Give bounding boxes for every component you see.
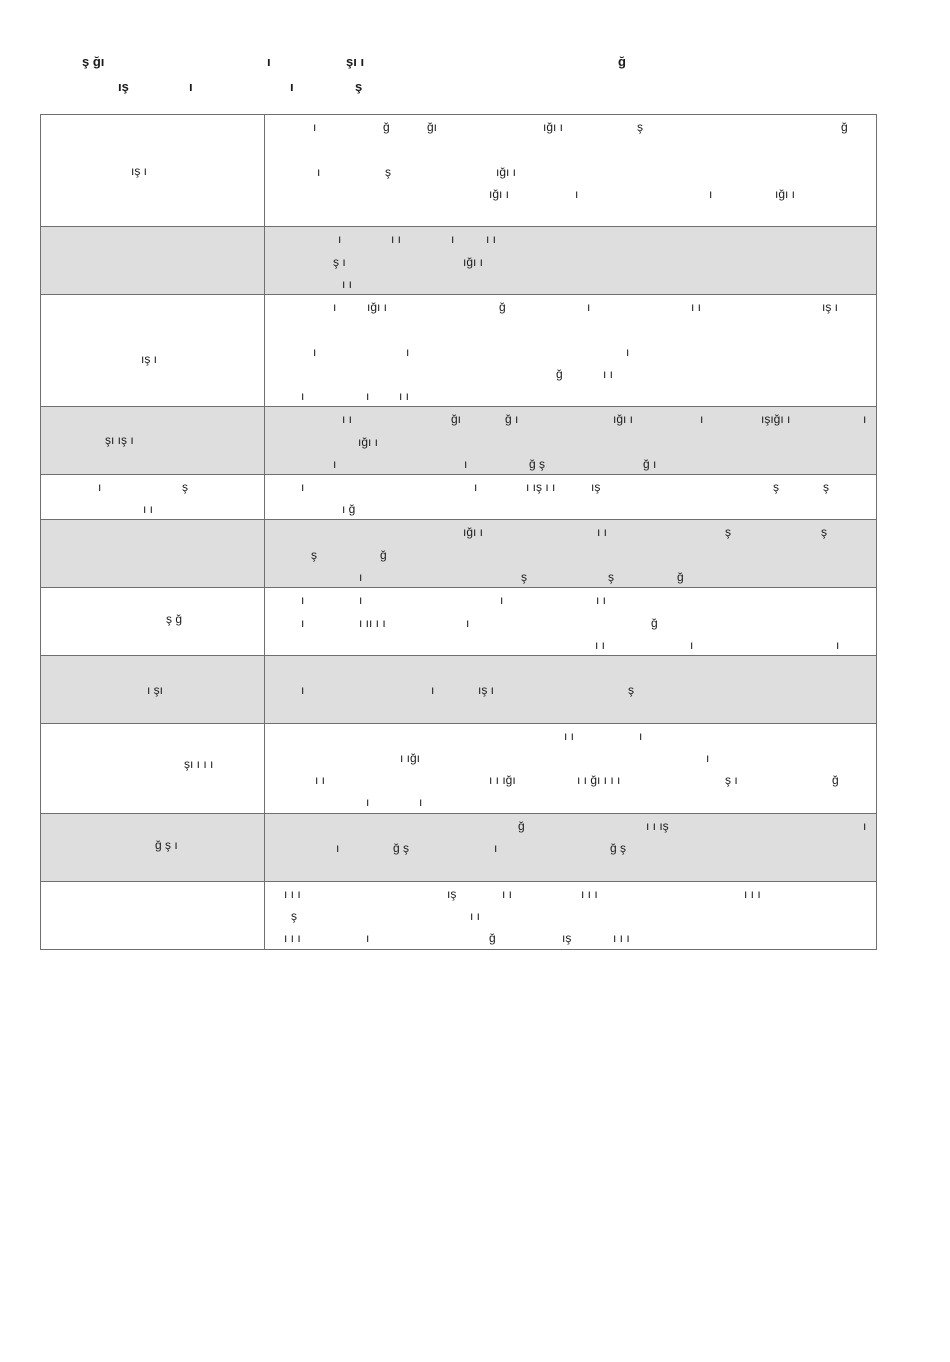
cell-text: ı ı: [399, 389, 410, 403]
row-content-cell: [265, 656, 877, 724]
cell-text: ı: [301, 683, 305, 697]
cell-text: ı ı: [470, 909, 481, 923]
cell-text: ığı ı: [489, 187, 510, 201]
content-table: [40, 114, 877, 950]
cell-text: ı ı: [315, 773, 326, 787]
table-row: [41, 475, 877, 520]
cell-text: ı: [406, 345, 410, 359]
cell-text: ı ı: [596, 593, 607, 607]
row-label-cell: [41, 115, 265, 227]
cell-text: ı: [366, 795, 370, 809]
cell-text: ş ğ: [166, 612, 183, 626]
row-content-cell: [265, 407, 877, 475]
row-label-cell: [41, 227, 265, 295]
cell-text: ğ: [651, 616, 658, 630]
table-row: [41, 295, 877, 407]
cell-text: ı: [863, 819, 867, 833]
cell-text: ı ı ı: [284, 887, 301, 901]
cell-text: ığı ı: [775, 187, 796, 201]
cell-text: ı ı: [502, 887, 513, 901]
cell-text: ı ı ı: [581, 887, 598, 901]
cell-text: ı: [333, 300, 337, 314]
cell-text: ğ: [832, 773, 839, 787]
cell-text: ş ı: [333, 255, 346, 269]
cell-text: ışığı ı: [761, 412, 791, 426]
cell-text: ı: [317, 165, 321, 179]
row-content-cell: [265, 295, 877, 407]
cell-text: ı: [639, 729, 643, 743]
cell-text: ı: [359, 570, 363, 584]
cell-text: ı: [98, 480, 102, 494]
cell-text: ğ ş ı: [155, 838, 178, 852]
cell-text: ı ı: [595, 638, 606, 652]
cell-text: ı: [500, 593, 504, 607]
row-label-cell: [41, 588, 265, 656]
cell-text: ış ı: [141, 352, 158, 366]
cell-text: ığı ı: [358, 435, 379, 449]
cell-text: şı ı ı ı: [184, 757, 214, 771]
cell-text: ı ı ı: [284, 931, 301, 945]
cell-text: ış ı: [822, 300, 839, 314]
row-content-cell: [265, 227, 877, 295]
title-fragment: şı ı: [346, 54, 365, 69]
title-fragment: ğ: [618, 54, 626, 69]
cell-text: ı: [301, 616, 305, 630]
table-row: [41, 115, 877, 227]
cell-text: ış: [447, 887, 457, 901]
cell-text: ı: [466, 616, 470, 630]
cell-text: ı: [301, 593, 305, 607]
cell-text: ğ: [556, 367, 563, 381]
cell-text: ğ ş: [529, 457, 546, 471]
cell-text: ı ı ış: [646, 819, 669, 833]
cell-text: ğı: [427, 120, 438, 134]
cell-text: ş: [521, 570, 527, 584]
cell-text: ı ı: [143, 502, 154, 516]
cell-text: ı: [451, 232, 455, 246]
cell-text: ğ: [841, 120, 848, 134]
cell-text: ış ı: [478, 683, 495, 697]
table-row: [41, 407, 877, 475]
cell-text: şı ış ı: [105, 433, 134, 447]
cell-text: ğ: [489, 931, 496, 945]
cell-text: ş: [385, 165, 391, 179]
title-fragment: ış: [118, 79, 129, 94]
table-row: [41, 227, 877, 295]
cell-text: ığı ı: [543, 120, 564, 134]
table-row: [41, 588, 877, 656]
row-label-cell: [41, 475, 265, 520]
cell-text: ığı ı: [463, 255, 484, 269]
cell-text: ş: [773, 480, 779, 494]
cell-text: ı: [301, 389, 305, 403]
row-content-cell: [265, 724, 877, 814]
cell-text: ı: [700, 412, 704, 426]
cell-text: ş: [725, 525, 731, 539]
cell-text: ış ı: [131, 164, 148, 178]
row-label-cell: [41, 520, 265, 588]
cell-text: ı ı ı: [613, 931, 630, 945]
title-fragment: ı: [290, 79, 294, 94]
cell-text: ı: [626, 345, 630, 359]
cell-text: ş: [311, 548, 317, 562]
table-row: [41, 814, 877, 882]
cell-text: ı: [709, 187, 713, 201]
title-fragment: ı: [189, 79, 193, 94]
cell-text: ğ: [677, 570, 684, 584]
cell-text: ğı: [451, 412, 462, 426]
cell-text: ı ı: [691, 300, 702, 314]
row-content-cell: [265, 882, 877, 950]
cell-text: ı: [575, 187, 579, 201]
cell-text: ı: [706, 751, 710, 765]
cell-text: ı ı ğı ı ı ı: [577, 773, 621, 787]
row-content-cell: [265, 588, 877, 656]
table-row: [41, 724, 877, 814]
cell-text: ş: [823, 480, 829, 494]
cell-text: ı: [464, 457, 468, 471]
cell-text: ı ığı: [400, 751, 421, 765]
cell-text: ı ıı ı ı: [359, 616, 386, 630]
cell-text: ı ı: [486, 232, 497, 246]
cell-text: ğ: [499, 300, 506, 314]
cell-text: ı: [301, 480, 305, 494]
row-label-cell: [41, 656, 265, 724]
cell-text: ş: [608, 570, 614, 584]
cell-text: ığı ı: [367, 300, 388, 314]
cell-text: ı: [836, 638, 840, 652]
cell-text: ış: [591, 480, 601, 494]
cell-text: ığı ı: [496, 165, 517, 179]
cell-text: ı ı: [342, 412, 353, 426]
cell-text: ğ: [380, 548, 387, 562]
row-content-cell: [265, 475, 877, 520]
cell-text: ş: [637, 120, 643, 134]
cell-text: ı ı: [597, 525, 608, 539]
cell-text: ı şı: [147, 683, 164, 697]
document-title: [0, 0, 950, 110]
cell-text: ğ ş: [393, 841, 410, 855]
row-content-cell: [265, 520, 877, 588]
cell-text: ı ı: [603, 367, 614, 381]
cell-text: ş: [628, 683, 634, 697]
cell-text: ı: [863, 412, 867, 426]
cell-text: ı ı: [564, 729, 575, 743]
row-label-cell: [41, 724, 265, 814]
table-row: [41, 520, 877, 588]
title-fragment: ı: [267, 54, 271, 69]
cell-text: ı ğ: [342, 502, 356, 516]
title-fragment: ş ğı: [82, 54, 105, 69]
cell-text: ı ı: [391, 232, 402, 246]
row-label-cell: [41, 882, 265, 950]
cell-text: ı ış ı ı: [526, 480, 556, 494]
cell-text: ı: [587, 300, 591, 314]
cell-text: ı: [366, 389, 370, 403]
cell-text: ı: [366, 931, 370, 945]
row-label-cell: [41, 295, 265, 407]
cell-text: ğ: [383, 120, 390, 134]
cell-text: ı: [313, 345, 317, 359]
cell-text: ş: [821, 525, 827, 539]
row-label-cell: [41, 407, 265, 475]
cell-text: ış: [562, 931, 572, 945]
cell-text: ı: [494, 841, 498, 855]
cell-text: ş: [182, 480, 188, 494]
cell-text: ı: [474, 480, 478, 494]
row-content-cell: [265, 814, 877, 882]
cell-text: ğ ş: [610, 841, 627, 855]
table-row: [41, 882, 877, 950]
title-fragment: ş: [355, 79, 363, 94]
cell-text: ı: [333, 457, 337, 471]
cell-text: ı ı: [342, 277, 353, 291]
cell-text: ı: [336, 841, 340, 855]
cell-text: ş ı: [725, 773, 738, 787]
row-label-cell: [41, 814, 265, 882]
cell-text: ı: [359, 593, 363, 607]
cell-text: ı: [431, 683, 435, 697]
cell-text: ı ı ı: [744, 887, 761, 901]
row-content-cell: [265, 115, 877, 227]
cell-text: ş: [291, 909, 297, 923]
cell-text: ı ı ığı: [489, 773, 516, 787]
cell-text: ı: [690, 638, 694, 652]
cell-text: ı: [338, 232, 342, 246]
cell-text: ğ ı: [505, 412, 519, 426]
cell-text: ı: [313, 120, 317, 134]
cell-text: ığı ı: [613, 412, 634, 426]
cell-text: ığı ı: [463, 525, 484, 539]
cell-text: ı: [419, 795, 423, 809]
cell-text: ğ: [518, 819, 525, 833]
table-row: [41, 656, 877, 724]
cell-text: ğ ı: [643, 457, 657, 471]
